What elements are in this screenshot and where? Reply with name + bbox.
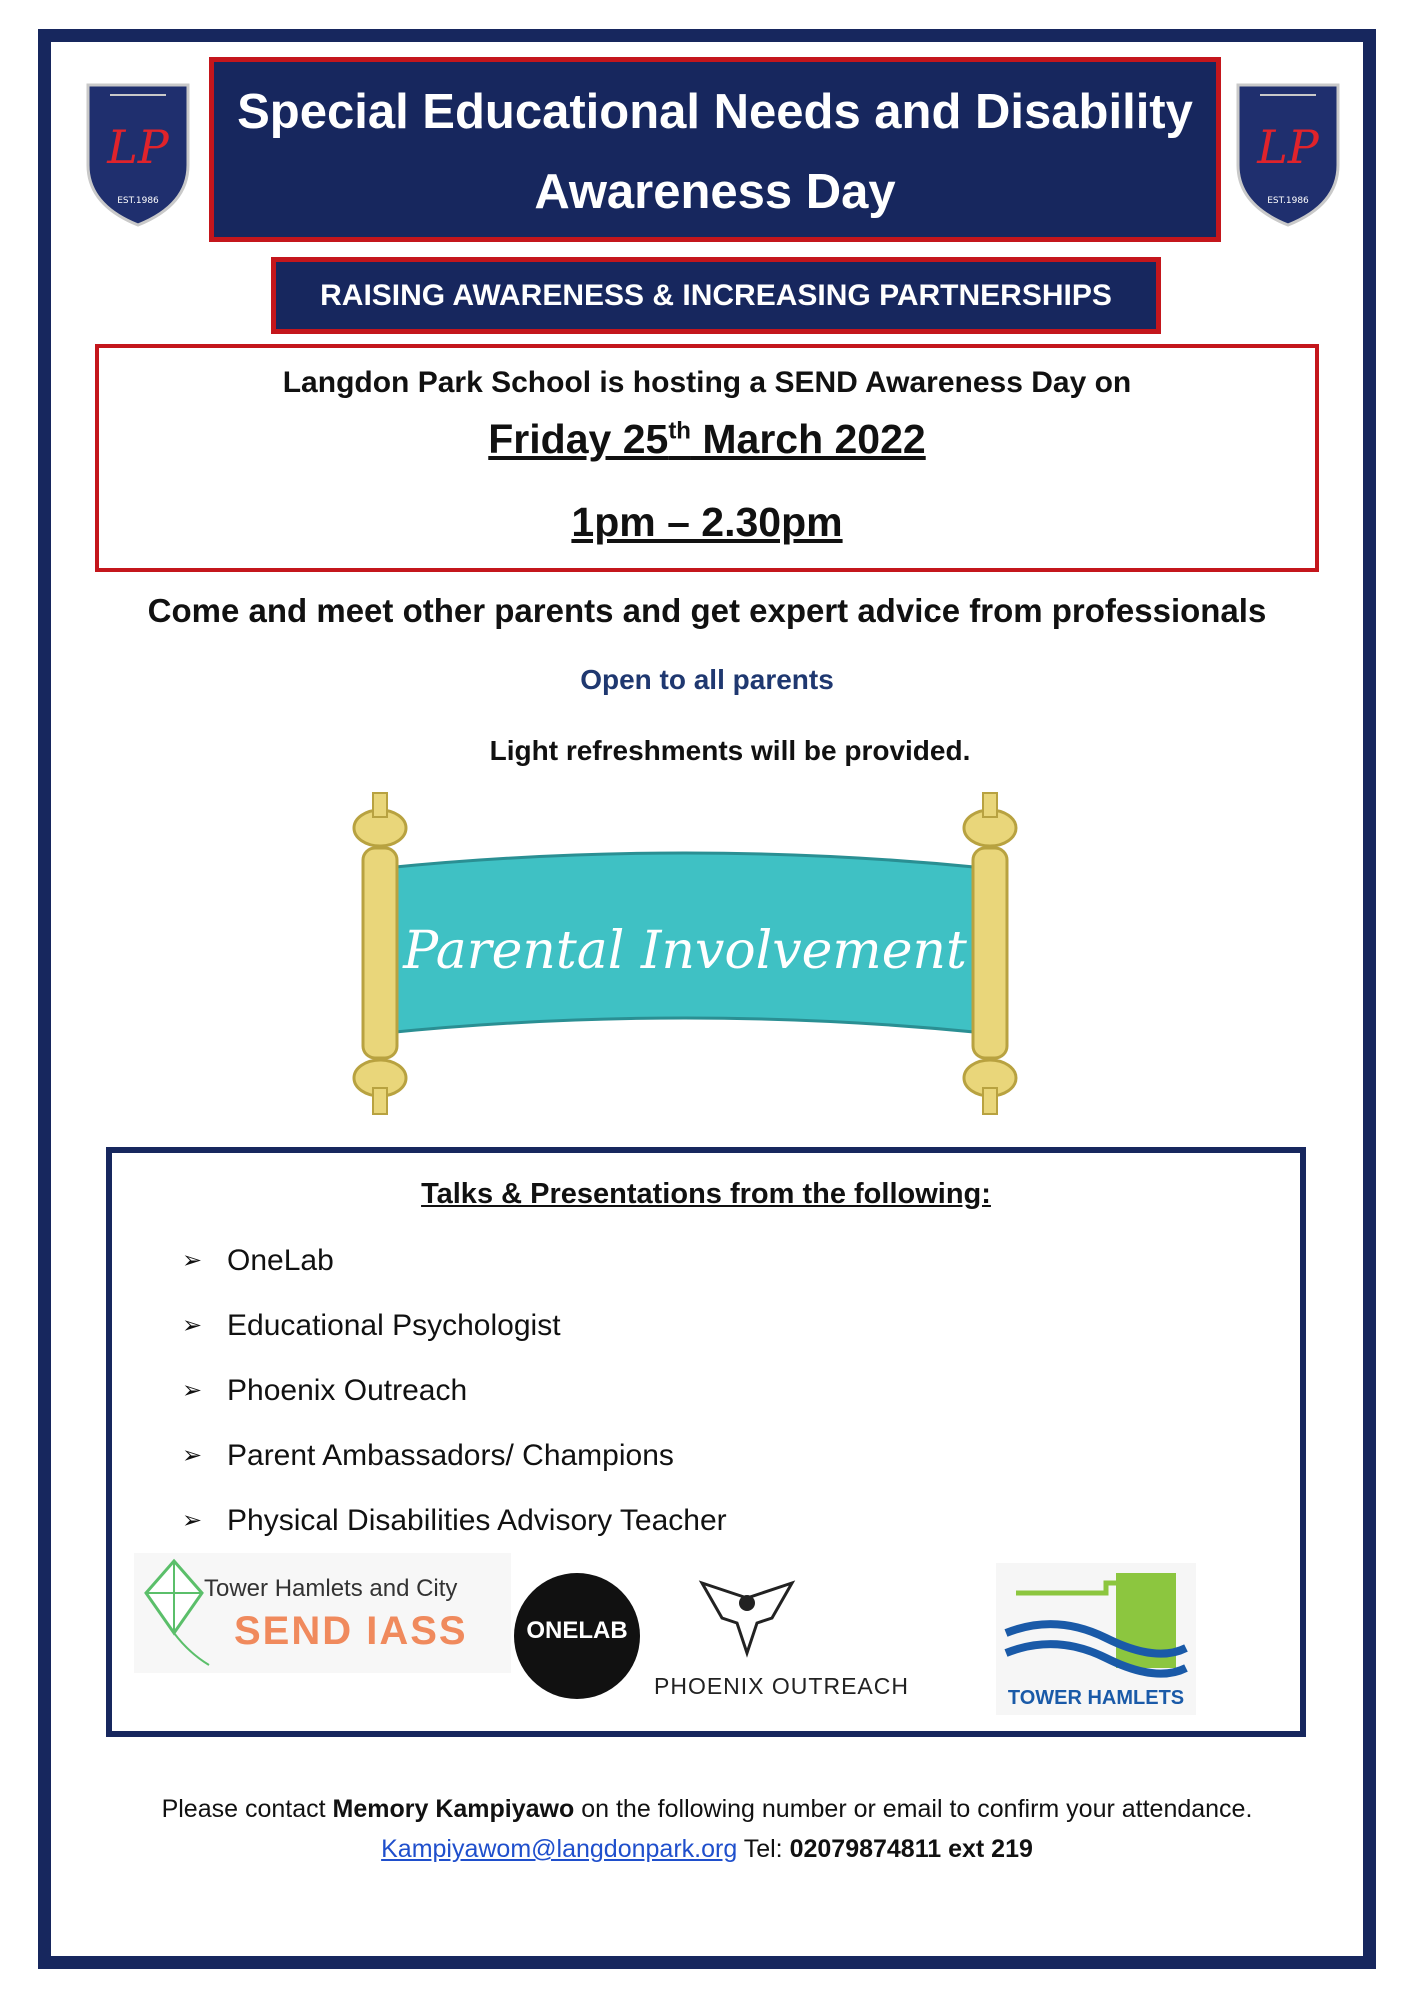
date-rest: March 2022 xyxy=(690,416,926,462)
list-item xyxy=(182,1306,727,1371)
contact-details xyxy=(0,1835,1414,1864)
arrow-bullet-icon: ➢ xyxy=(182,1247,203,1274)
onelab-logo xyxy=(514,1573,640,1699)
list-item xyxy=(182,1436,727,1501)
school-crest-icon-left xyxy=(80,75,196,233)
crest-est: EST.1986 xyxy=(117,196,159,206)
title-banner xyxy=(209,57,1221,242)
event-info-box xyxy=(95,344,1319,572)
contact-name: Memory Kampiyawo xyxy=(332,1795,575,1823)
contact-prefix: Please contact xyxy=(161,1795,333,1823)
onelab-logo-text: ONELAB xyxy=(526,1617,628,1644)
date-day: Friday 25 xyxy=(488,416,669,462)
tel-number: 02079874811 ext 219 xyxy=(789,1835,1033,1863)
arrow-bullet-icon: ➢ xyxy=(182,1442,203,1469)
kite-icon xyxy=(134,1553,214,1673)
arrow-bullet-icon: ➢ xyxy=(182,1377,203,1404)
subtitle-banner: RAISING AWARENESS & INCREASING PARTNERSHIPS xyxy=(271,257,1161,334)
list-item xyxy=(182,1241,727,1306)
email-link[interactable]: Kampiyawom@langdonpark.org xyxy=(381,1835,738,1863)
date-suffix: th xyxy=(668,417,691,445)
contact-suffix: on the following number or email to confirm your attendance. xyxy=(574,1795,1253,1823)
parental-involvement-scroll xyxy=(305,788,1065,1118)
iass-line-2: SEND IASS xyxy=(234,1609,468,1653)
list-item-label: Physical Disabilities Advisory Teacher xyxy=(227,1504,727,1537)
talks-box xyxy=(106,1147,1306,1737)
school-crest-icon-right xyxy=(1230,75,1346,233)
crest-monogram: LP xyxy=(107,120,169,174)
arrow-bullet-icon: ➢ xyxy=(182,1312,203,1339)
open-text: Open to all parents xyxy=(580,664,834,695)
crest-monogram: LP xyxy=(1257,120,1319,174)
talks-heading: Talks & Presentations from the following: xyxy=(421,1178,991,1210)
tower-hamlets-logo-text: TOWER HAMLETS xyxy=(1007,1687,1185,1709)
iass-line-1: Tower Hamlets and City xyxy=(204,1575,458,1602)
arrow-bullet-icon: ➢ xyxy=(182,1507,203,1534)
send-iass-logo xyxy=(134,1553,511,1673)
title-line-1: Special Educational Needs and Disability xyxy=(237,85,1193,139)
refreshments-text: Light refreshments will be provided. xyxy=(489,735,971,766)
phoenix-outreach-logo-text: PHOENIX OUTREACH xyxy=(654,1673,909,1699)
meet-text: Come and meet other parents and get expert advice from professionals xyxy=(147,592,1267,629)
tower-icon xyxy=(996,1563,1196,1683)
list-item-label: Educational Psychologist xyxy=(227,1309,561,1342)
event-time: 1pm – 2.30pm xyxy=(571,499,843,545)
banner-text: Parental Involvement xyxy=(403,921,967,981)
list-item-label: OneLab xyxy=(227,1244,334,1277)
contact-text xyxy=(0,1795,1414,1824)
list-item-label: Phoenix Outreach xyxy=(227,1374,468,1407)
talks-list xyxy=(182,1241,727,1566)
event-date xyxy=(99,416,1315,463)
list-item xyxy=(182,1371,727,1436)
list-item-label: Parent Ambassadors/ Champions xyxy=(227,1439,674,1472)
host-text: Langdon Park School is hosting a SEND Awareness Day on xyxy=(282,366,1132,399)
crest-est: EST.1986 xyxy=(1267,196,1309,206)
tel-label: Tel: xyxy=(737,1835,790,1863)
eagle-icon xyxy=(692,1578,802,1658)
title-line-2: Awareness Day xyxy=(534,165,896,219)
tower-hamlets-logo xyxy=(996,1563,1196,1715)
